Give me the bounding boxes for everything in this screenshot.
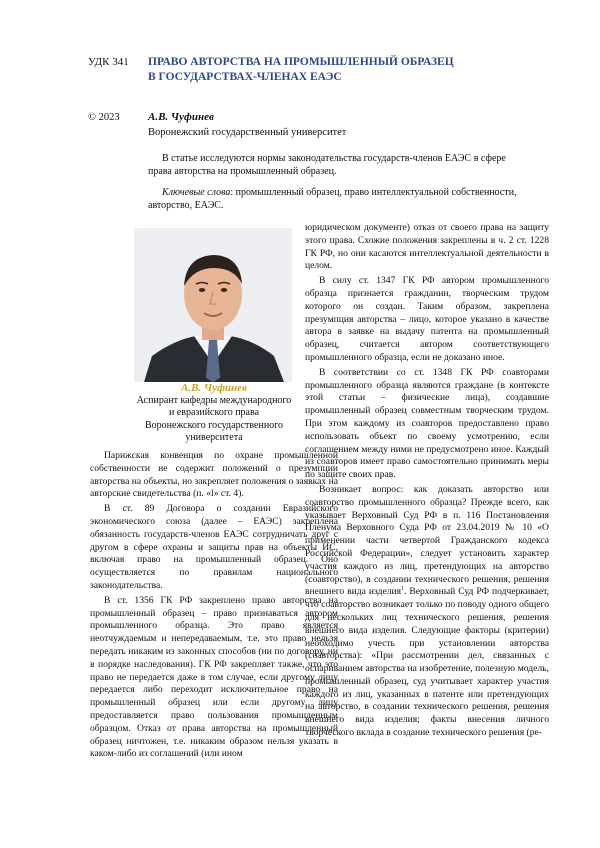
body-paragraph: Парижская конвенция по охране промышленной собственности не содержит положений о презумпции авторства на объекты, но закрепляет положения о заявках на авторские свидетельства (п. «l» ст. 4). — [90, 450, 338, 500]
keywords-text: : промышленный образец, право интеллектуальной собственности, авторство, ЕАЭС. — [148, 187, 517, 211]
copyright: © 2023 — [88, 112, 120, 123]
caption-line-4: университета — [185, 432, 243, 444]
paragraph-text-a: Возникает вопрос: как доказать авторство или соавторство промышленного образца? Прежде всего, как указывает Верховный Суд РФ в п. 116 Постановления Пленума Верховного Суда РФ от 23.04.2019 № 10 «О применении части четвертой Гражданского кодекса Российской Федерации», следует установить характер участия каждого из лиц, претендующих на авторство (соавторство), в создании технического решения, решения внешнего вида изделия — [305, 483, 549, 598]
title-line-1: ПРАВО АВТОРСТВА НА ПРОМЫШЛЕННЫЙ ОБРАЗЕЦ — [148, 56, 454, 68]
caption-line-2: и евразийского права — [168, 407, 260, 419]
author-caption — [90, 382, 338, 445]
paragraph-text-b: . Верховный Суд РФ подчеркивает, что соавторство возникает только по поводу одного общего для нескольких лиц технического решения, решения внешнего вида изделия. Следующие факторы (критерии) необходимо учесть при установлении авторства (соавторства): «При рассмотрении дел, связанных с оспариванием авторства на изобретение, полезную модель, промышленный образец, суд учитывает характер участия каждого из лиц, указанных в патенте или претендующих на авторство, в создании технического решения, решения внешнего вида изделия; факты внесения личного творческого вклада в создание технического решения (ре- — [305, 586, 549, 739]
author-affiliation: Воронежский государственный университет — [148, 127, 347, 138]
body-column-left — [90, 450, 338, 763]
body-paragraph — [305, 484, 549, 740]
article-title — [148, 55, 508, 85]
caption-author-name: А.В. Чуфинев — [181, 382, 247, 394]
caption-line-1: Аспирант кафедры международного — [136, 394, 292, 406]
keywords — [148, 186, 518, 212]
keywords-label: Ключевые слова — [162, 187, 231, 198]
body-paragraph: В ст. 89 Договора о создании Евразийского экономического союза (далее – ЕАЭС) закреплена обязанность государств-членов ЕАЭС сотрудничать друг с другом в сфере охраны и защиты прав на объекты ИС, включая право на промышленный образец. Оно осуществляется по правилам национального законодательства. — [90, 503, 338, 591]
title-line-2: В ГОСУДАРСТВАХ-ЧЛЕНАХ ЕАЭС — [148, 71, 342, 83]
author-name: А.В. Чуфинев — [148, 111, 214, 123]
footnote-mark: 1 — [401, 586, 405, 593]
udk-code: УДК 341 — [88, 56, 129, 68]
author-photo — [134, 228, 292, 382]
abstract: В статье исследуются нормы законодательства государств-членов ЕАЭС в сфере права авторства на промышленный образец. — [148, 153, 506, 177]
body-paragraph: В ст. 1356 ГК РФ закреплено право авторства на промышленный образец – право признаваться автором промышленного образца. Это право является неотчуждаемым и непередаваемым, т.е. это право нельзя передать никаким из законных способов (ни по договору, ни в порядке наследования). ГК РФ закрепляет также, что это право не передается даже в том случае, если другому лицу передается либо переходит исключительное право на промышленный образец или если другому лицу предоставляется право пользования промышленным образцом. Отказ от права авторства на промышленный образец ничтожен, т.е. никаким образом нельзя указать в каком-либо из соглашений (или ином — [90, 594, 338, 760]
body-column-right — [305, 222, 549, 742]
author-portrait — [134, 228, 292, 382]
body-paragraph-continued: юридическом документе) отказ от своего права на защиту этого права. Схожие положения закреплены в ч. 2 ст. 1228 ГК РФ, но они касаются интеллектуальной деятельности в целом. — [305, 222, 549, 272]
caption-line-3: Воронежского государственного — [144, 419, 284, 431]
body-paragraph: В соответствии со ст. 1348 ГК РФ соавторами промышленного образца являются граждане (в контексте этой статьи – физические лица), создавшие промышленный образец совместным творческим трудом. При этом каждому из соавторов предоставлено право использовать объект по своему усмотрению, если соглашением между ними не предусмотрено иное. Каждый из соавторов имеет право самостоятельно принимать меры по защите своих прав. — [305, 366, 549, 481]
body-paragraph: В силу ст. 1347 ГК РФ автором промышленного образца признается гражданин, творческим трудом которого он создан. Таким образом, закреплена презумпция авторства – лицо, которое указано в качестве автора в заявке на выдачу патента на промышленный образец, считается автором соответствующего промышленного образца, если не доказано иное. — [305, 275, 549, 363]
